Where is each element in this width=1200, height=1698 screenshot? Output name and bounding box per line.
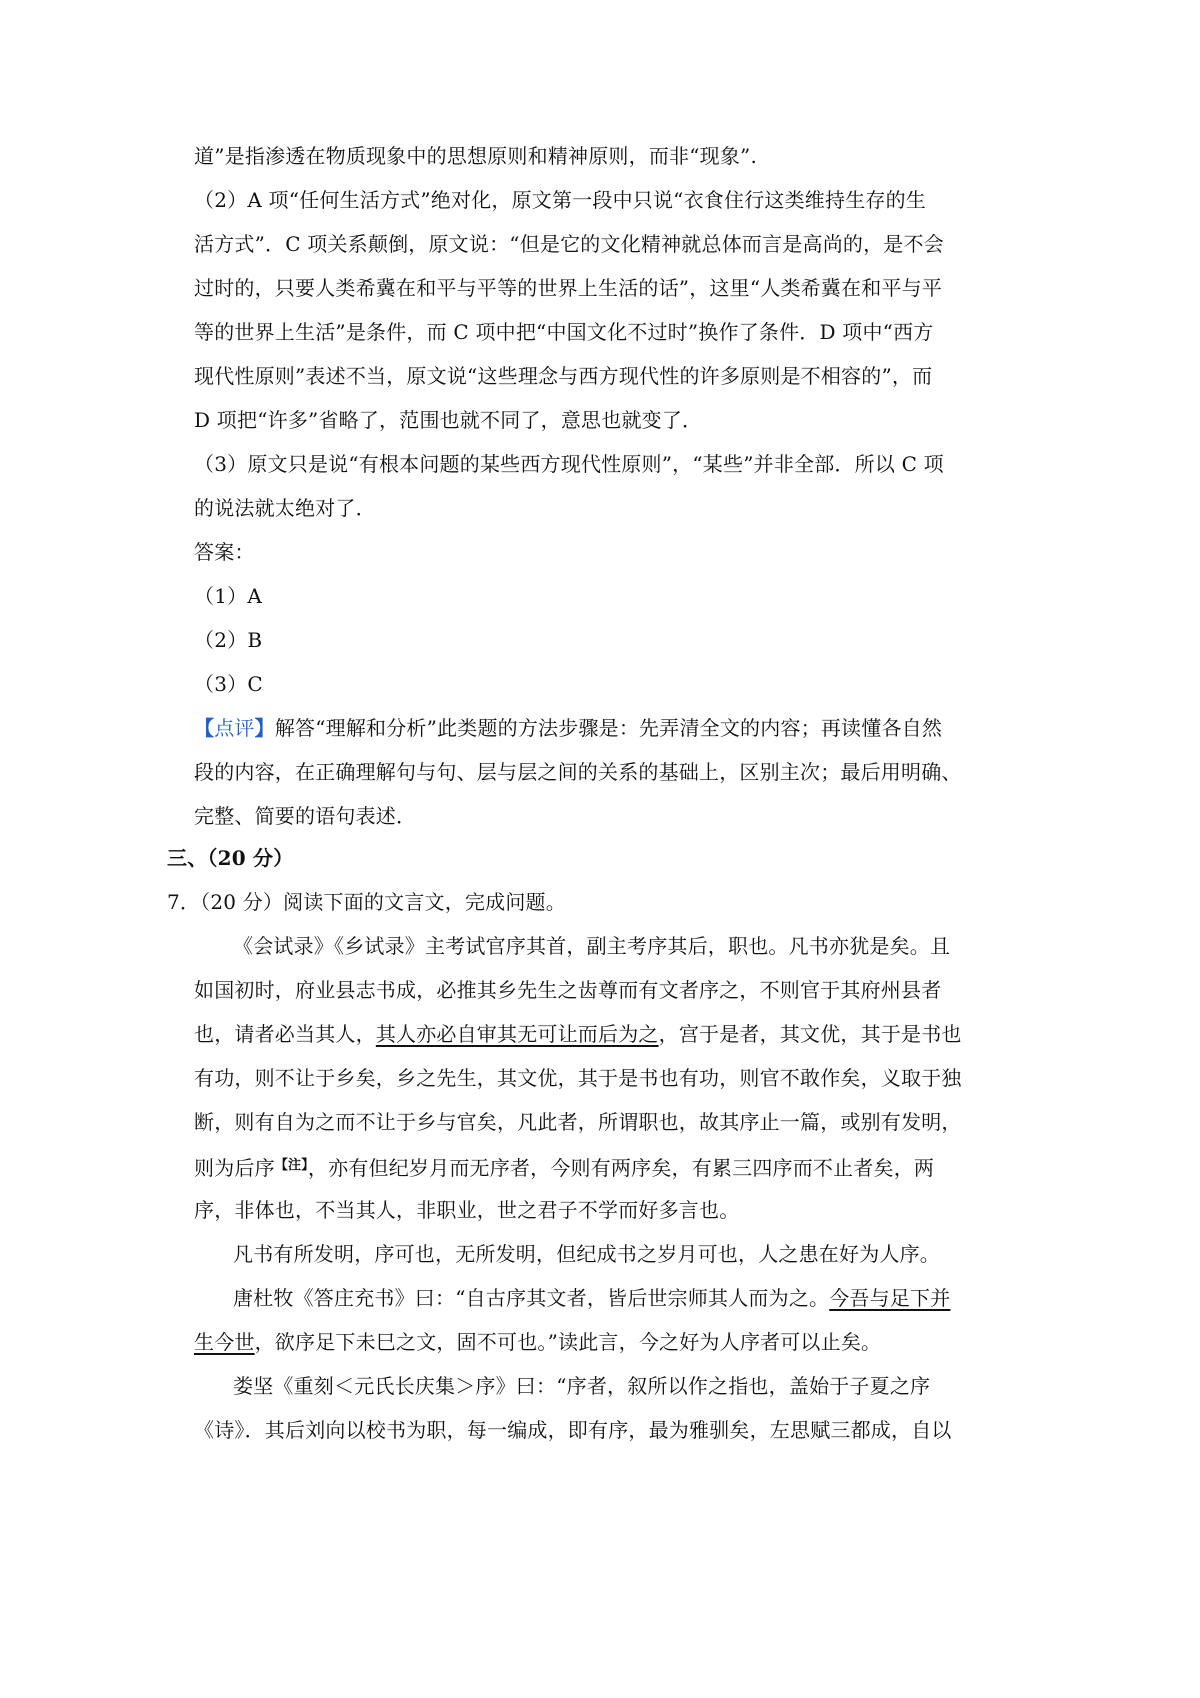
passage-p1-line-1: 《会试录》《乡试录》主考试官序其首，副主考序其后，职也。凡书亦犹是矣。且 <box>233 934 951 958</box>
analysis-item-2-line-4: 等的世界上生活”是条件，而 C 项中把“中国文化不过时”换作了条件．D 项中“西方 <box>194 320 934 344</box>
passage-p4-line-1: 娄坚《重刻＜元氏长庆集＞序》曰：“序者，叙所以作之指也，盖始于子夏之序 <box>233 1374 931 1398</box>
analysis-item-2-line-1: （2）A 项“任何生活方式”绝对化，原文第一段中只说“衣食住行这类维持生存的生 <box>194 188 926 212</box>
comment-bracket-open: 【 <box>194 716 215 740</box>
analysis-item-2-line-3: 过时的，只要人类希冀在和平与平等的世界上生活的话”，这里“人类希冀在和平与平 <box>194 276 943 300</box>
comment-line-3: 完整、简要的语句表述． <box>194 804 417 828</box>
comment-tag: 点评 <box>214 716 255 740</box>
passage-p1-line-4: 有功，则不让于乡矣，乡之先生，其文优，其于是书也有功，则官不敢作矣，义取于独 <box>194 1066 962 1090</box>
passage-p1-line-6 <box>194 1151 934 1183</box>
analysis-item-2-line-2: 活方式”．C 项关系颠倒，原文说：“但是它的文化精神就总体而言是高尚的，是不会 <box>194 232 944 256</box>
analysis-item-3-line-1: （3）原文只是说“有根本问题的某些西方现代性原则”，“某些”并非全部．所以 C 项 <box>194 452 944 476</box>
analysis-item-2-line-5: 现代性原则”表述不当，原文说“这些理念与西方现代性的许多原则是不相容的”，而 <box>194 364 933 388</box>
passage-p1-line-7: 序，非体也，不当其人，非职业，世之君子不学而好多言也。 <box>194 1198 740 1222</box>
comment-bracket-close: 】 <box>254 716 275 740</box>
answer-3: （3）C <box>194 672 263 696</box>
note-marker: 【注】 <box>274 1158 308 1173</box>
passage-p1-line-3-post: ，宫于是者，其文优，其于是书也 <box>658 1022 962 1046</box>
comment-text-1: 解答“理解和分析”此类题的方法步骤是：先弄清全文的内容；再读懂各自然 <box>274 716 943 740</box>
question-7-stem: 7．（20 分）阅读下面的文言文，完成问题。 <box>167 890 566 914</box>
section-heading: 三、（20 分） <box>167 846 294 870</box>
passage-p1-line-6-post: ，亦有但纪岁月而无序者，今则有两序矣，有累三四序而不止者矣，两 <box>307 1156 935 1180</box>
passage-p3-line-1 <box>233 1283 950 1313</box>
answer-1: （1）A <box>194 584 262 608</box>
comment-line-1 <box>194 713 942 743</box>
passage-p3-line-2 <box>194 1327 881 1357</box>
passage-p2: 凡书有所发明，序可也，无所发明，但纪成书之岁月可也，人之患在好为人序。 <box>233 1242 940 1266</box>
passage-p1-line-6-pre: 则为后序 <box>194 1156 275 1180</box>
passage-p1-line-2: 如国初时，府业县志书成，必推其乡先生之齿尊而有文者序之，不则官于其府州县者 <box>194 978 942 1002</box>
underlined-sentence-2a: 今吾与足下并 <box>829 1286 951 1310</box>
passage-p3-line-1-pre: 唐杜牧《答庄充书》曰：“自古序其文者，皆后世宗师其人而为之。 <box>233 1286 830 1310</box>
analysis-line-1: 道”是指渗透在物质现象中的思想原则和精神原则，而非“现象”. <box>194 144 758 168</box>
answers-label: 答案： <box>194 540 255 564</box>
passage-p1-line-3 <box>194 1019 962 1049</box>
passage-p1-line-5: 断，则有自为之而不让于乡与官矣，凡此者，所谓职也，故其序止一篇，或别有发明， <box>194 1110 962 1134</box>
underlined-sentence-2b: 生今世 <box>194 1330 255 1354</box>
analysis-item-2-line-6: D 项把“许多”省略了，范围也就不同了，意思也就变了． <box>194 408 703 432</box>
passage-p4-line-2: 《诗》．其后刘向以校书为职，每一编成，即有序，最为雅驯矣，左思赋三都成，自以 <box>194 1418 952 1442</box>
analysis-item-3-line-2: 的说法就太绝对了． <box>194 496 376 520</box>
passage-p1-line-3-pre: 也，请者必当其人， <box>194 1022 376 1046</box>
answer-2: （2）B <box>194 628 263 652</box>
underlined-sentence-1: 其人亦必自审其无可让而后为之 <box>375 1022 659 1046</box>
comment-line-2: 段的内容，在正确理解句与句、层与层之间的关系的基础上，区别主次；最后用明确、 <box>194 760 962 784</box>
passage-p3-line-2-post: ，欲序足下未巳之文，固不可也。”读此言，今之好为人序者可以止矣。 <box>254 1330 882 1354</box>
